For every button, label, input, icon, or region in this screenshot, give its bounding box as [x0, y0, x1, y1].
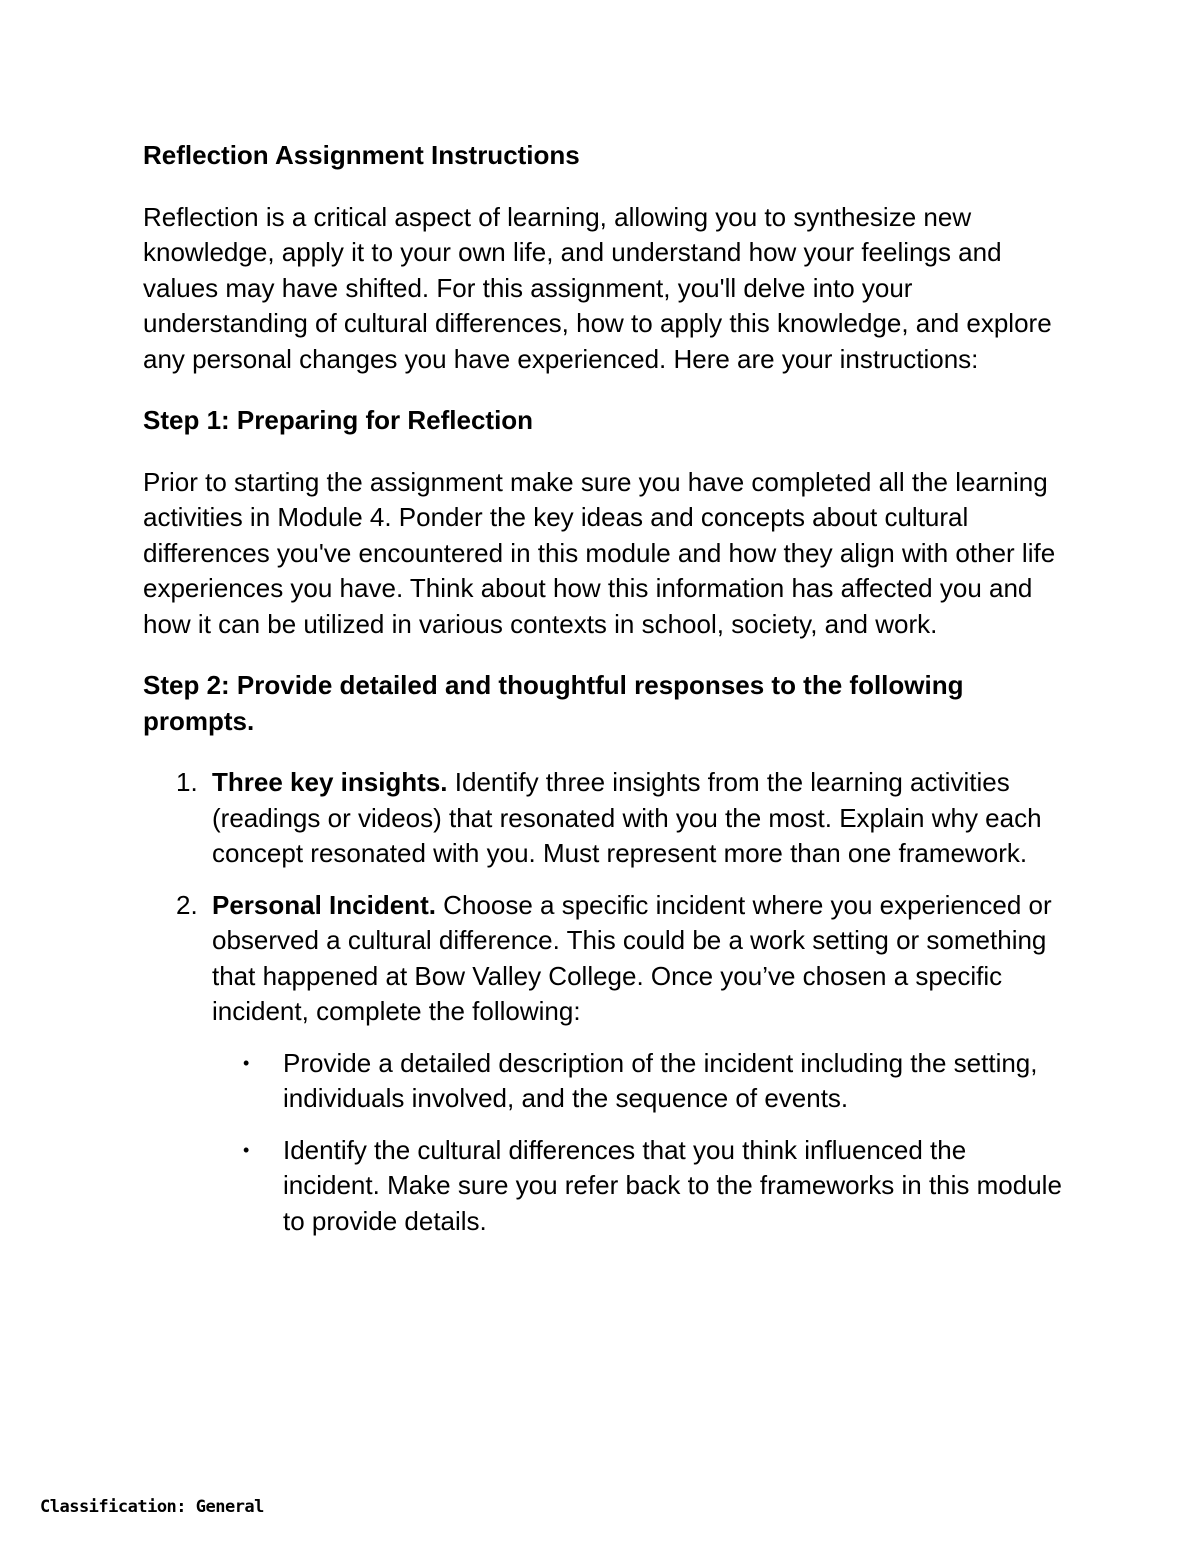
- list-number: 2.: [176, 889, 198, 920]
- prompt-list: [143, 765, 1063, 1239]
- bullet-item: [212, 1133, 1063, 1240]
- bullet-text: Provide a detailed description of the incident including the setting, individuals involved, and the sequence of events.: [283, 1047, 1038, 1113]
- step1-heading: Step 1: Preparing for Reflection: [143, 405, 534, 435]
- incident-bullet-list: [212, 1046, 1063, 1240]
- intro-paragraph: Reflection is a critical aspect of learning, allowing you to synthesize new knowledge, apply it to your own life, and understand how your feelings and values may have shifted. For this assignment, you'll delve into your understanding of cultural differences, how to apply this knowledge, and explore any personal changes you have experienced. Here are your instructions:: [143, 201, 1052, 374]
- prompt-text: Identify three insights from the learning activities (readings or videos) that resonated with you the most. Explain why each concept resonated with you. Must represent more than one framework.: [212, 767, 1042, 868]
- bullet-icon: •: [243, 1052, 250, 1073]
- bullet-item: [212, 1046, 1063, 1117]
- prompt-label: Personal Incident.: [212, 889, 436, 920]
- document-title: Reflection Assignment Instructions: [143, 140, 580, 170]
- prompt-text: Choose a specific incident where you experienced or observed a cultural difference. This could be a work setting or something that happened at Bow Valley College. Once you’ve chosen a specific incident, complete the following:: [212, 889, 1052, 1026]
- prompt-label: Three key insights.: [212, 767, 448, 797]
- bullet-icon: •: [243, 1139, 250, 1160]
- prompt-item-insights: [143, 765, 1063, 872]
- classification-footer: Classification: General: [40, 1497, 264, 1517]
- list-number: 1.: [176, 767, 198, 797]
- step1-paragraph: Prior to starting the assignment make sure you have completed all the learning activities in Module 4. Ponder the key ideas and concepts about cultural differences you've encountered in this module and how they align with other life experiences you have. Think about how this information has affected you and how it can be utilized in various contexts in school, society, and work.: [143, 466, 1056, 639]
- bullet-text: Identify the cultural differences that you think influenced the incident. Make sure you refer back to the frameworks in this module to provide details.: [283, 1134, 1062, 1236]
- prompt-item-incident: [143, 888, 1063, 1240]
- document-body: [143, 138, 1063, 1255]
- step2-heading: Step 2: Provide detailed and thoughtful responses to the following prompts.: [143, 670, 964, 736]
